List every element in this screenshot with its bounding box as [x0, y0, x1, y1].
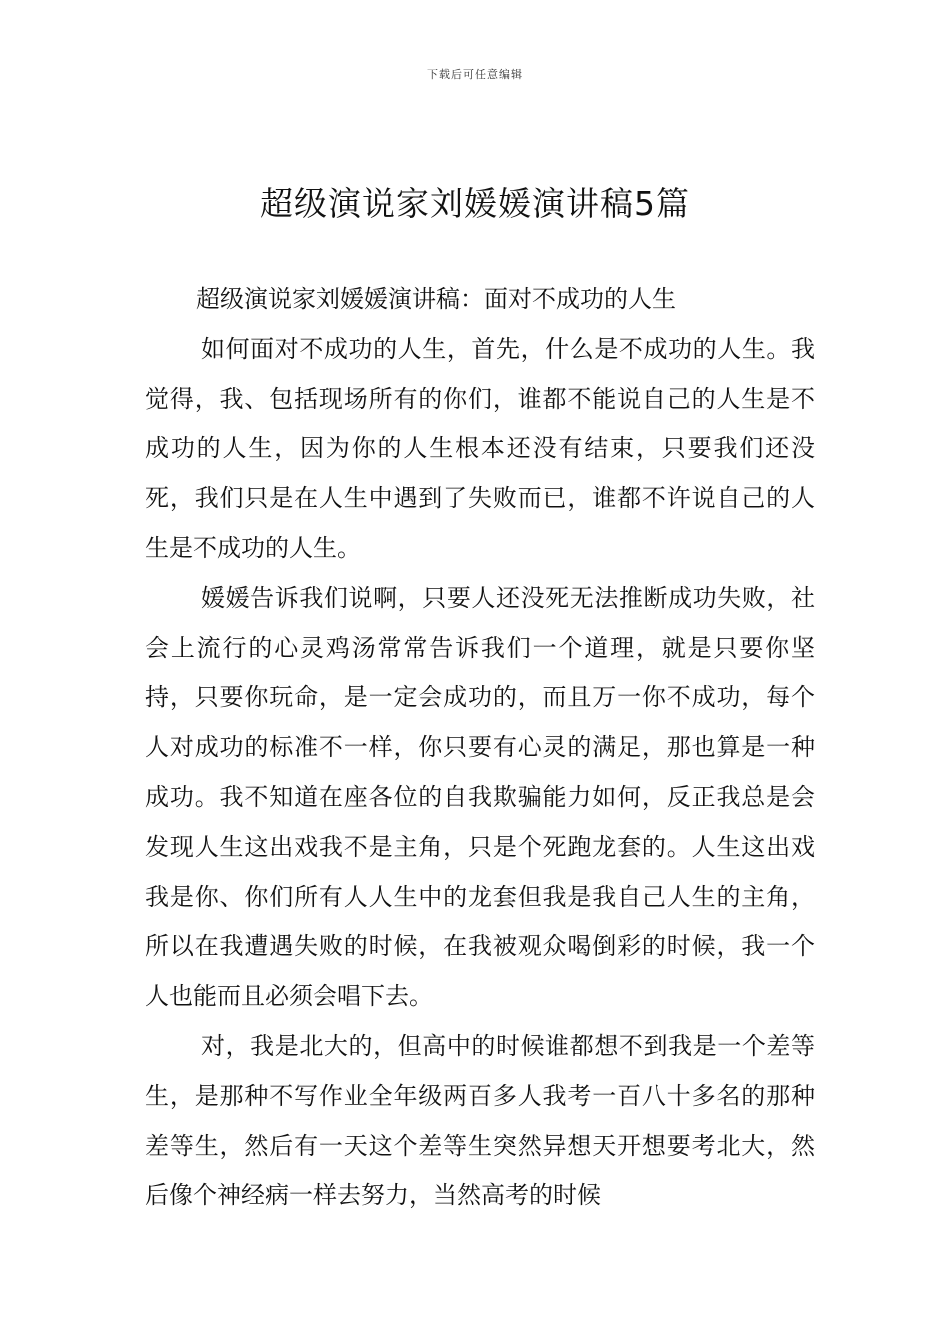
- document-subtitle: 超级演说家刘媛媛演讲稿：面对不成功的人生: [196, 285, 676, 313]
- paragraph-3: 对，我是北大的，但高中的时候谁都想不到我是一个差等生，是那种不写作业全年级两百多人我考一百八十多名的那种差等生，然后有一天这个差等生突然异想天开想要考北大，然后像个神经病一样去努力，当然高考的时候: [145, 1031, 815, 1210]
- page-header-note: 下载后可任意编辑: [427, 68, 523, 81]
- document-body: [145, 275, 815, 1221]
- document-title: 超级演说家刘媛媛演讲稿5篇: [260, 184, 690, 223]
- paragraph-2: 媛媛告诉我们说啊，只要人还没死无法推断成功失败，社会上流行的心灵鸡汤常常告诉我们一个道理，就是只要你坚持，只要你玩命，是一定会成功的，而且万一你不成功，每个人对成功的标准不一样，你只要有心灵的满足，那也算是一种成功。我不知道在座各位的自我欺骗能力如何，反正我总是会发现人生这出戏我不是主角，只是个死跑龙套的。人生这出戏我是你、你们所有人人生中的龙套但我是我自己人生的主角，所以在我遭遇失败的时候，在我被观众喝倒彩的时候，我一个人也能而且必须会唱下去。: [145, 583, 815, 1011]
- paragraph-1: 如何面对不成功的人生，首先，什么是不成功的人生。我觉得，我、包括现场所有的你们，谁都不能说自己的人生是不成功的人生，因为你的人生根本还没有结束，只要我们还没死，我们只是在人生中遇到了失败而已，谁都不许说自己的人生是不成功的人生。: [145, 334, 815, 562]
